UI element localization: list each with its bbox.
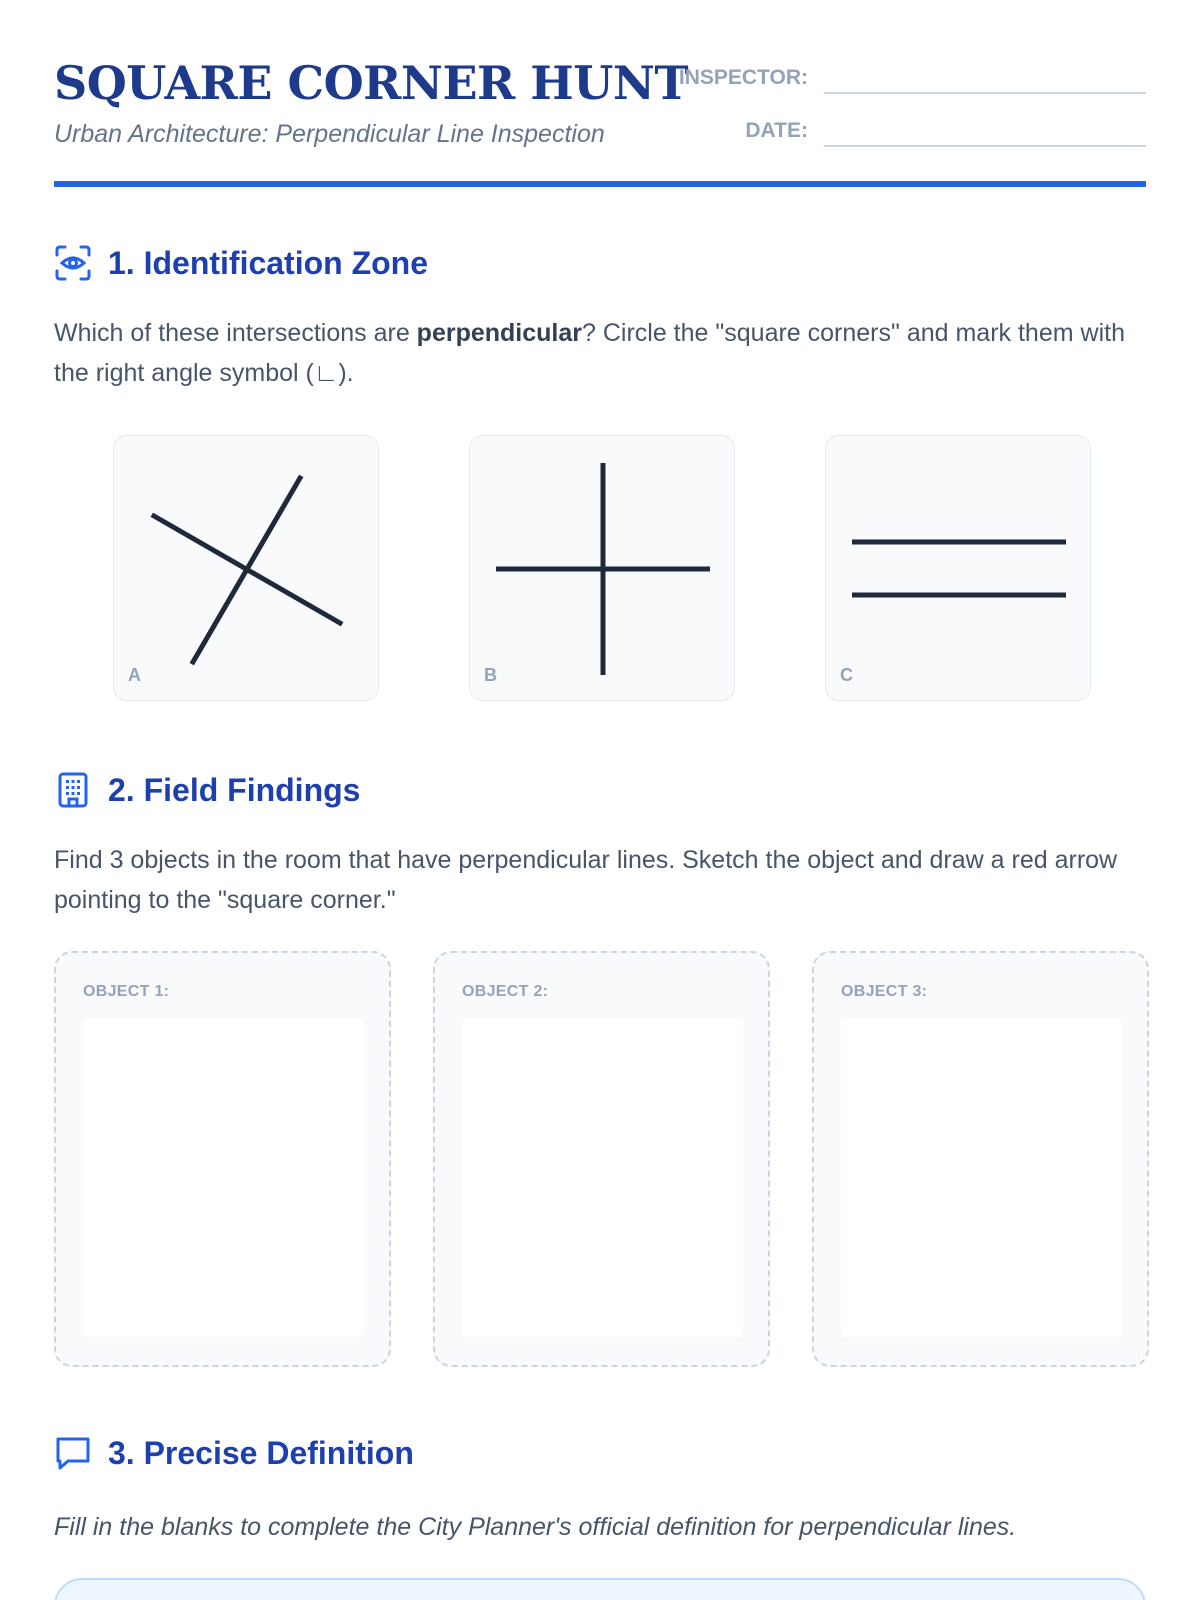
definition-instruction: Fill in the blanks to complete the City Planner's official definition for perpendicular lines.: [54, 1513, 1017, 1541]
speech-bubble-icon: [54, 1434, 92, 1472]
field-findings-instruction: Find 3 objects in the room that have perpendicular lines. Sketch the object and draw a red arrow pointing to the "square corner.": [54, 846, 1118, 914]
oblique-cross-figure: [114, 436, 380, 702]
header-divider: [54, 181, 1146, 187]
instruction-keyword: perpendicular: [416, 319, 582, 347]
tile-label-a: A: [128, 665, 141, 685]
tile-label-b: B: [484, 665, 497, 685]
object-label-3: OBJECT 3:: [841, 983, 928, 1000]
object-sketch-card-2: [433, 951, 770, 1367]
section-identification-heading: [54, 244, 428, 282]
page-title: SQUARE CORNER HUNT: [54, 56, 689, 110]
worksheet-header: [54, 50, 1146, 188]
eye-scan-icon: [54, 244, 92, 282]
inspector-label: INSPECTOR:: [678, 66, 808, 89]
sketch-area-3[interactable]: [841, 1019, 1122, 1337]
date-blank-line[interactable]: [824, 145, 1146, 147]
section-definition-heading: [54, 1434, 414, 1472]
perpendicular-cross-figure: [470, 436, 736, 702]
date-label: DATE:: [745, 119, 808, 142]
sketch-area-1[interactable]: [83, 1019, 364, 1337]
section-field-findings-title: 2. Field Findings: [108, 771, 361, 808]
inspector-blank-line[interactable]: [824, 92, 1146, 94]
section-identification-title: 1. Identification Zone: [108, 244, 429, 281]
page-subtitle: Urban Architecture: Perpendicular Line Inspection: [54, 120, 605, 148]
section-definition-title: 3. Precise Definition: [108, 1434, 414, 1471]
intersection-tile-a[interactable]: [113, 435, 379, 701]
section-field-findings-heading: [54, 771, 360, 809]
oblique-line-2: [193, 478, 300, 662]
tile-label-c: C: [840, 665, 853, 685]
identification-instruction: [54, 313, 1154, 393]
parallel-lines-figure: [826, 436, 1092, 702]
instruction-text-start: Which of these intersections are: [54, 319, 417, 347]
intersection-tile-b[interactable]: [469, 435, 735, 701]
object-label-1: OBJECT 1:: [83, 983, 170, 1000]
sketch-area-2[interactable]: [462, 1019, 743, 1337]
object-label-2: OBJECT 2:: [462, 983, 549, 1000]
inspector-row: [676, 58, 1146, 98]
building-icon: [54, 771, 92, 809]
object-sketch-card-1: [54, 951, 391, 1367]
intersection-tile-c[interactable]: [825, 435, 1091, 701]
instruction-text-end: ? Circle the "square corners" and mark them with the right angle symbol (∟).: [54, 319, 1125, 387]
definition-fill-box[interactable]: [54, 1578, 1146, 1600]
object-sketch-card-3: [812, 951, 1149, 1367]
date-row: [676, 111, 1146, 151]
